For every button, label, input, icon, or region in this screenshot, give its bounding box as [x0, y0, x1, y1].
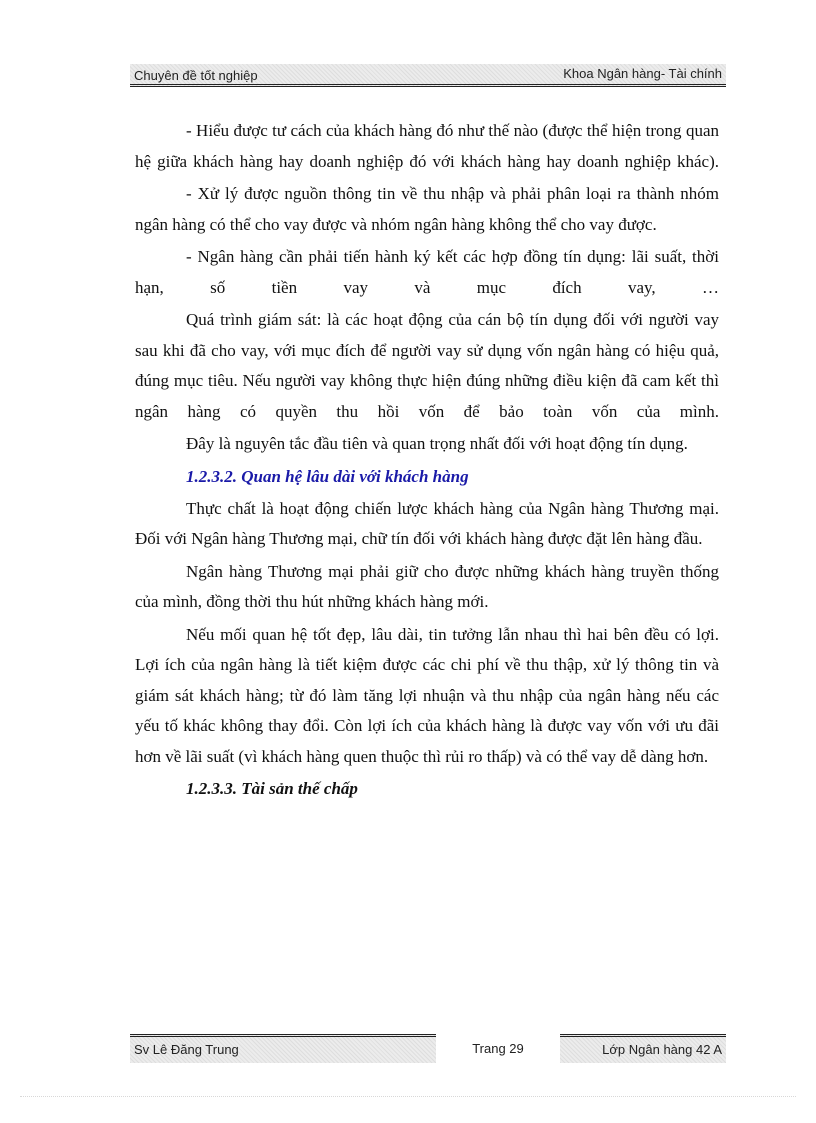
document-body: [135, 116, 719, 806]
paragraph-monitoring-process: Quá trình giám sát: là các hoạt động của cán bộ tín dụng đối với người vay sau khi đã cho vay, với mục đích để người vay sử dụng vốn ngân hàng có hiệu quả, đúng mục tiêu. Nếu người vay không thực hiện đúng những điều kiện đã cam kết thì ngân hàng có quyền thu hồi vốn để bảo toàn vốn của mình.: [135, 310, 719, 421]
footer-student-name: Sv Lê Đăng Trung: [134, 1042, 239, 1057]
paragraph-customer-strategy: Thực chất là hoạt động chiến lược khách hàng của Ngân hàng Thương mại. Đối với Ngân hàng Thương mại, chữ tín đối với khách hàng được đặt lên hàng đầu.: [135, 498, 719, 548]
paragraph-first-principle: Đây là nguyên tắc đầu tiên và quan trọng nhất đối với hoạt động tín dụng.: [186, 434, 688, 453]
page-bottom-border: [20, 1096, 796, 1097]
section-heading-long-term-relationship: 1.2.3.2. Quan hệ lâu dài với khách hàng: [186, 466, 469, 486]
paragraph-retain-customers: Ngân hàng Thương mại phải giữ cho được những khách hàng truyền thống của mình, đồng thời thu hút những khách hàng mới.: [135, 561, 719, 611]
footer-class-block: [560, 1034, 726, 1063]
footer-student-block: [130, 1034, 436, 1063]
paragraph-customer-character: - Hiểu được tư cách của khách hàng đó như thế nào (được thể hiện trong quan hệ giữa khách hàng hay doanh nghiệp đó với khách hàng hay doanh nghiệp khác).: [135, 121, 719, 171]
page-header: [130, 64, 726, 87]
header-faculty: Khoa Ngân hàng- Tài chính: [563, 66, 722, 81]
paragraph-credit-contract: - Ngân hàng cần phải tiến hành ký kết các hợp đồng tín dụng: lãi suất, thời hạn, số tiền vay và mục đích vay, …: [135, 247, 719, 297]
paragraph-income-information: - Xử lý được nguồn thông tin về thu nhập và phải phân loại ra thành nhóm ngân hàng có thể cho vay được và nhóm ngân hàng không thể cho vay được.: [135, 184, 719, 234]
section-heading-collateral: 1.2.3.3. Tài sản thế chấp: [186, 779, 358, 798]
page-footer: [130, 1034, 726, 1062]
footer-page-number: Trang 29: [472, 1041, 524, 1056]
header-document-type: Chuyên đề tốt nghiệp: [134, 68, 258, 83]
paragraph-mutual-benefit: Nếu mối quan hệ tốt đẹp, lâu dài, tin tưởng lẫn nhau thì hai bên đều có lợi. Lợi ích của ngân hàng là tiết kiệm được các chi phí về thu thập, xử lý thông tin và giám sát khách hàng; từ đó làm tăng lợi nhuận và thu nhập của ngân hàng nếu các yếu tố khác không thay đổi. Còn lợi ích của khách hàng là được vay vốn với ưu đãi hơn về lãi suất (vì khách hàng quen thuộc thì rủi ro thấp) và có thể vay dễ dàng hơn.: [135, 624, 719, 766]
footer-class-name: Lớp Ngân hàng 42 A: [602, 1042, 722, 1057]
